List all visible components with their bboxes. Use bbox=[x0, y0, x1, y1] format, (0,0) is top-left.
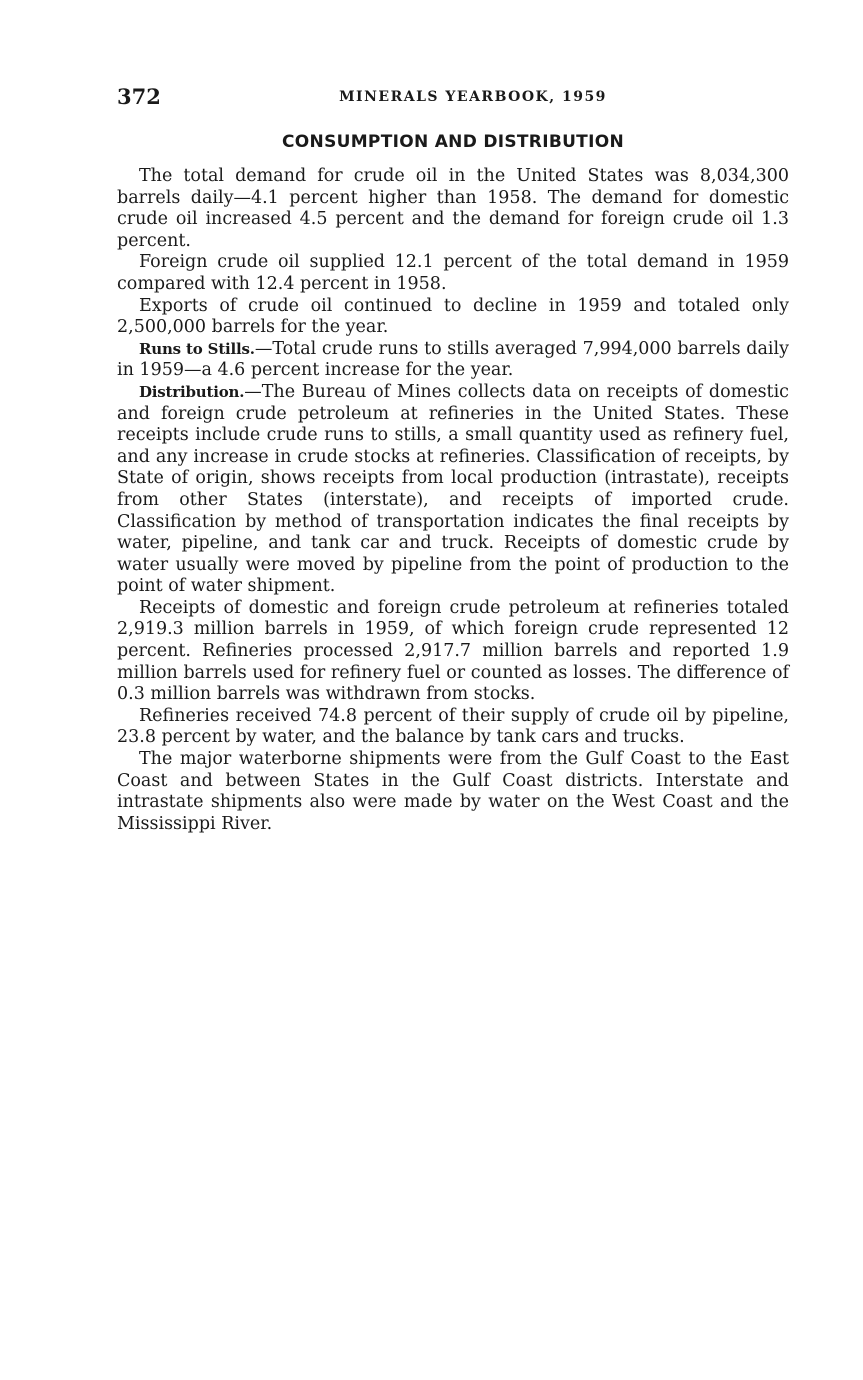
paragraph-foreign-supply: Foreign crude oil supplied 12.1 percent of the total demand in 1959 compared with 12.4 percent in 1958. bbox=[117, 252, 789, 294]
section-heading: CONSUMPTION AND DISTRIBUTION bbox=[282, 132, 624, 152]
paragraph-exports: Exports of crude oil continued to decline in 1959 and totaled only 2,500,000 barrels for the year. bbox=[117, 295, 789, 338]
paragraph-distribution: Distribution.—The Bureau of Mines collects data on receipts of domestic and foreign crude petroleum at refineries in the United States. These receipts include crude runs to stills, a small quantity used as refinery fuel, and any increase in crude stocks at refineries. Classification of receipts, by State of origin, shows receipts from local production (intrastate), receipts from other States (interstate), and receipts of imported crude. Classification by method of transportation indicates the final receipts by water, pipeline, and tank car and truck. Receipts of domestic crude by water usually were moved by pipeline from the point of production to the point of water shipment. bbox=[117, 381, 789, 597]
paragraph-runs-to-stills: Runs to Stills.—Total crude runs to stills averaged 7,994,000 barrels daily in 1959—a 4.6 percent increase for the year. bbox=[117, 338, 790, 381]
run-in-heading-runs-to-stills: Runs to Stills. bbox=[139, 339, 255, 358]
document-page bbox=[117, 82, 789, 835]
paragraph-receipts-totals: Receipts of domestic and foreign crude petroleum at refineries totaled 2,919.3 million barrels in 1959, of which foreign crude represented 12 percent. Refineries processed 2,917.7 million barrels and reported 1.9 million barrels used for refinery fuel or counted as losses. The difference of 0.3 million barrels was withdrawn from stocks. bbox=[117, 597, 789, 705]
paragraph-total-demand: The total demand for crude oil in the United States was 8,034,300 barrels daily—4.1 percent higher than 1958. The demand for domestic crude oil increased 4.5 percent and the demand for foreign crude oil 1.3 percent. bbox=[117, 166, 789, 251]
page-number: 372 bbox=[117, 84, 161, 109]
paragraph-waterborne-shipments: The major waterborne shipments were from the Gulf Coast to the East Coast and between States in the Gulf Coast districts. Interstate and intrastate shipments also were made by water on the West Coast and the Mississippi River. bbox=[117, 749, 789, 834]
run-in-heading-distribution: Distribution. bbox=[139, 382, 245, 401]
running-head bbox=[117, 82, 789, 112]
paragraph-supply-by-method: Refineries received 74.8 percent of their supply of crude oil by pipeline, 23.8 percent by water, and the balance by tank cars and trucks. bbox=[117, 705, 789, 748]
running-title: MINERALS YEARBOOK, 1959 bbox=[339, 89, 607, 105]
